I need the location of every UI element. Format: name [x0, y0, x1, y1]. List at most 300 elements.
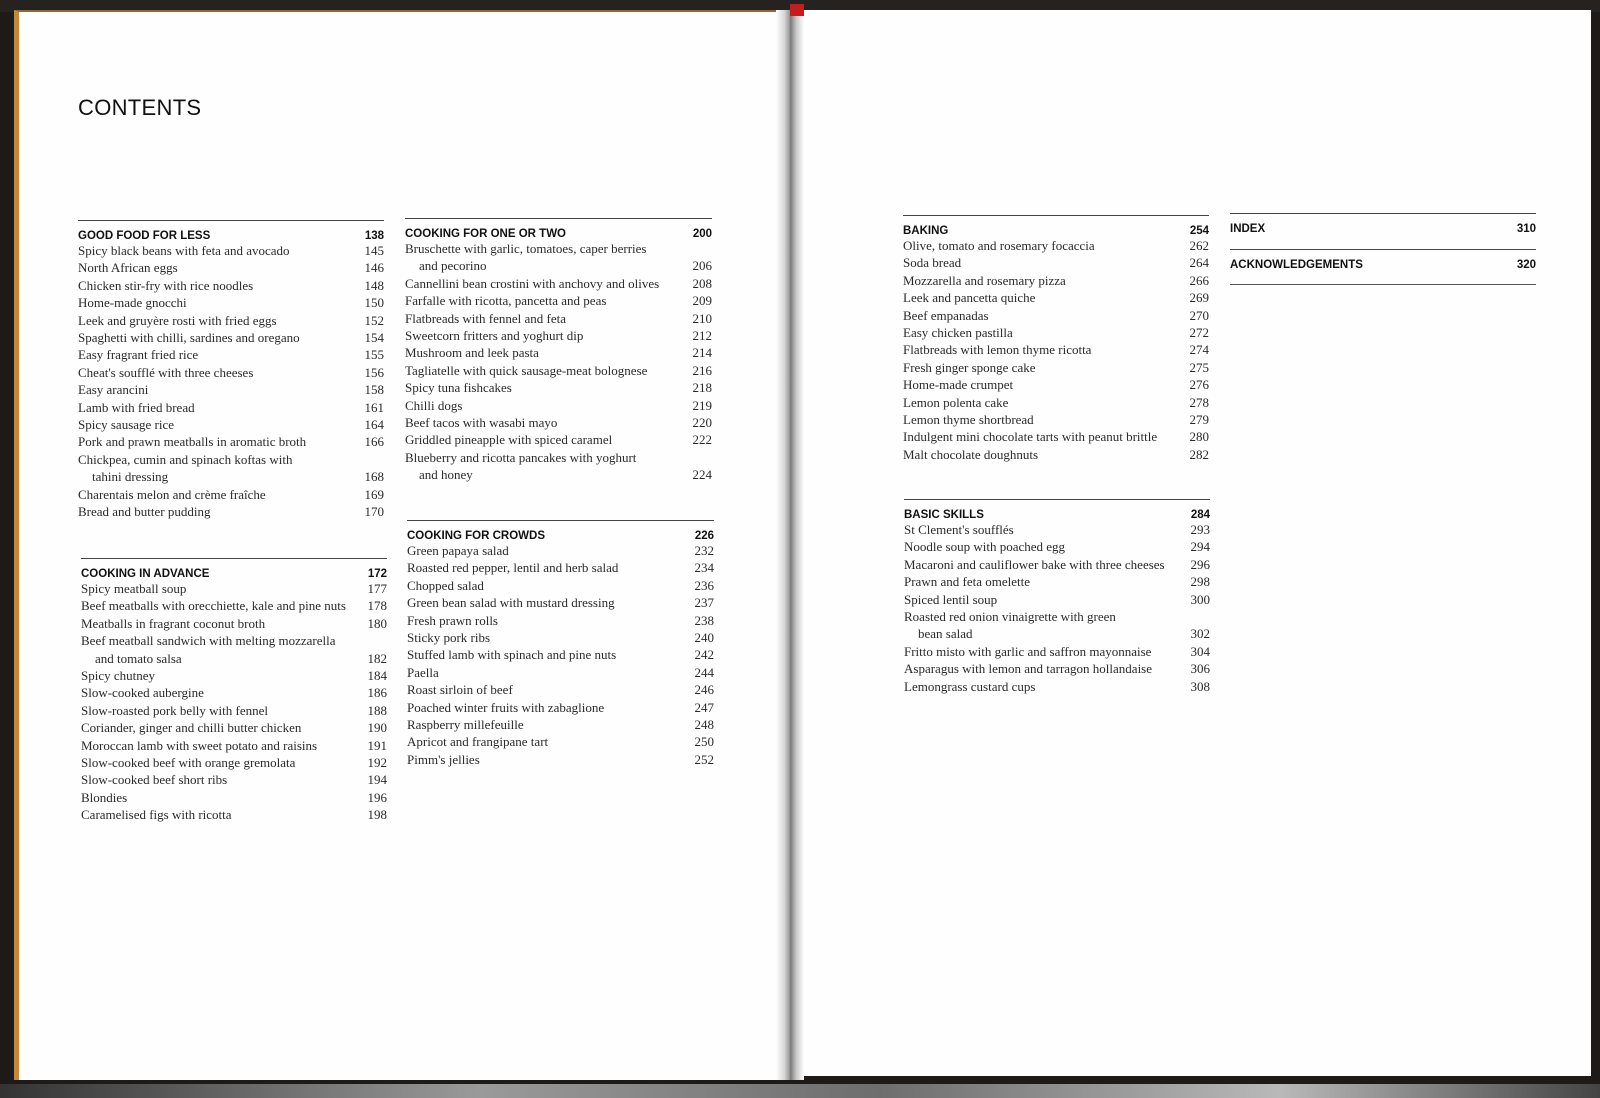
section-heading[interactable]	[407, 520, 714, 542]
toc-entry-title-line: Prawn and feta omelette	[904, 574, 1030, 590]
toc-entry-page: 240	[694, 630, 714, 646]
toc-entry-title	[407, 559, 692, 576]
toc-entry-page: 170	[364, 504, 384, 520]
section-heading[interactable]	[904, 499, 1210, 521]
toc-entry-title	[407, 699, 692, 716]
toc-entry-title	[81, 754, 365, 771]
section-cooking-for-crowds	[407, 520, 714, 768]
section-cooking-for-one-or-two	[405, 218, 712, 484]
toc-entry-page: 161	[364, 399, 384, 415]
toc-entry-page: 212	[692, 328, 712, 344]
toc-entry-page: 169	[364, 486, 384, 502]
toc-entry[interactable]	[405, 414, 712, 431]
toc-entry[interactable]	[904, 591, 1210, 608]
toc-entry[interactable]	[405, 362, 712, 379]
toc-entry-page: 177	[367, 581, 387, 596]
toc-entry-page: 220	[692, 415, 712, 431]
toc-entry[interactable]	[78, 503, 384, 520]
toc-entry[interactable]	[405, 327, 712, 344]
toc-entry[interactable]	[78, 294, 384, 311]
toc-entry-page: 298	[1190, 574, 1210, 590]
section-heading[interactable]	[405, 218, 712, 240]
toc-entry-title-line: Spaghetti with chilli, sardines and oregano	[78, 330, 300, 346]
toc-entry[interactable]	[78, 451, 384, 486]
toc-entry-title-line: Stuffed lamb with spinach and pine nuts	[407, 647, 617, 663]
toc-entry[interactable]	[405, 397, 712, 414]
toc-entry-title-line: Flatbreads with lemon thyme ricotta	[903, 342, 1092, 358]
toc-entry-page: 247	[694, 699, 714, 715]
toc-entry[interactable]	[81, 702, 387, 719]
toc-entry-title-line: Roasted red pepper, lentil and herb salad	[407, 560, 619, 576]
toc-entry-page: 190	[367, 720, 387, 736]
toc-entry-page: 275	[1189, 359, 1209, 375]
toc-entry[interactable]	[78, 416, 384, 433]
toc-entry-page: 246	[694, 682, 714, 698]
section-heading-page: 172	[367, 568, 387, 580]
toc-entry-page: 214	[692, 345, 712, 361]
closing-rule	[1230, 284, 1536, 285]
toc-entry-title	[903, 272, 1187, 289]
toc-entry-title-line: Chicken stir-fry with rice noodles	[78, 277, 254, 293]
toc-entry-title-line: Meatballs in fragrant coconut broth	[81, 615, 266, 631]
toc-entry-title	[405, 327, 690, 344]
toc-entry[interactable]	[405, 240, 712, 275]
toc-entry-page: 164	[364, 417, 384, 433]
toc-entry-title	[81, 702, 365, 719]
toc-entry-title	[405, 344, 690, 361]
toc-entry-page: 237	[694, 595, 714, 611]
toc-entry-title-line: Leek and gruyère rosti with fried eggs	[78, 312, 277, 328]
toc-entry[interactable]	[904, 608, 1210, 643]
section-heading[interactable]	[903, 215, 1209, 237]
toc-entry[interactable]	[904, 538, 1210, 555]
toc-entry-title	[407, 612, 692, 629]
toc-entry[interactable]	[78, 242, 384, 259]
page-title: CONTENTS	[78, 95, 202, 120]
toc-entry-title-line: North African eggs	[78, 260, 178, 276]
toc-entry-title	[904, 660, 1188, 677]
toc-entry[interactable]	[78, 259, 384, 276]
toc-entry-title	[78, 451, 362, 486]
toc-entry-title	[405, 275, 690, 292]
toc-entry-title	[904, 521, 1188, 538]
toc-entry-title	[407, 733, 692, 750]
toc-entry[interactable]	[81, 737, 387, 754]
toc-entry-title-line: Asparagus with lemon and tarragon hollandaise	[904, 661, 1153, 677]
toc-entry-title-line: Macaroni and cauliflower bake with three cheeses	[904, 556, 1165, 572]
toc-entry-title	[903, 446, 1187, 463]
toc-entry[interactable]	[407, 699, 714, 716]
section-heading-title: GOOD FOOD FOR LESS	[78, 230, 211, 242]
toc-entry-page: 300	[1190, 591, 1210, 607]
toc-entry[interactable]	[81, 771, 387, 788]
toc-entry-page: 186	[367, 685, 387, 701]
toc-entry[interactable]	[81, 719, 387, 736]
toc-entry-title-line: Charentais melon and crème fraîche	[78, 486, 266, 502]
toc-entry-title-continuation: and honey	[419, 467, 473, 483]
section-cooking-in-advance	[81, 558, 387, 824]
toc-entry[interactable]	[81, 667, 387, 684]
toc-entry-title	[78, 503, 362, 520]
toc-entry-title	[903, 289, 1187, 306]
section-heading-page: 320	[1516, 259, 1536, 271]
toc-entry-title-line: Lamb with fried bread	[78, 399, 195, 415]
toc-entry-title	[405, 362, 690, 379]
toc-entry-title-line: Slow-roasted pork belly with fennel	[81, 702, 269, 718]
toc-entry-title-line: Beef meatball sandwich with melting mozzarella	[81, 633, 336, 649]
toc-entry-title	[903, 376, 1187, 393]
toc-entry-page: 264	[1189, 255, 1209, 271]
toc-entry-title-line: Lemon thyme shortbread	[903, 412, 1034, 428]
toc-entry-title	[78, 259, 362, 276]
toc-entry-title-line: Sticky pork ribs	[407, 630, 491, 646]
toc-entry-title-line: Lemongrass custard cups	[904, 678, 1036, 694]
toc-entry-title	[405, 292, 690, 309]
toc-entry-title-line: Spicy meatball soup	[81, 581, 187, 596]
toc-entry-page: 206	[692, 258, 712, 274]
toc-entry-title-line: Chilli dogs	[405, 397, 463, 413]
toc-entry-title	[81, 737, 365, 754]
toc-entry-title	[78, 486, 362, 503]
toc-entry-page: 294	[1190, 539, 1210, 555]
toc-entry-page: 276	[1189, 377, 1209, 393]
toc-entry-title-line: Cannellini bean crostini with anchovy and olives	[405, 275, 660, 291]
toc-entry-page: 274	[1189, 342, 1209, 358]
toc-entry[interactable]	[407, 594, 714, 611]
toc-entry-title	[81, 667, 365, 684]
toc-entry-title	[407, 577, 692, 594]
toc-entry-page: 248	[694, 717, 714, 733]
toc-entry-page: 244	[694, 664, 714, 680]
toc-entry-page: 282	[1189, 446, 1209, 462]
toc-entry-title-line: Griddled pineapple with spiced caramel	[405, 432, 613, 448]
toc-entry-title	[904, 643, 1188, 660]
toc-entry-title-line: Malt chocolate doughnuts	[903, 446, 1039, 462]
toc-entry-title	[81, 719, 365, 736]
section-heading-title: COOKING FOR CROWDS	[407, 530, 545, 542]
ribbon-bookmark	[790, 4, 804, 16]
toc-entry-title-line: Blueberry and ricotta pancakes with yoghurt	[405, 449, 637, 465]
toc-entry[interactable]	[903, 428, 1209, 445]
toc-entry-title-line: Slow-cooked aubergine	[81, 685, 204, 701]
toc-entry-page: 293	[1190, 522, 1210, 537]
toc-entry-title-line: Chopped salad	[407, 577, 484, 593]
toc-entry[interactable]	[81, 615, 387, 632]
toc-entry[interactable]	[81, 632, 387, 667]
toc-entry[interactable]	[78, 329, 384, 346]
toc-entry[interactable]	[407, 664, 714, 681]
toc-entry-title-continuation: and pecorino	[419, 258, 487, 274]
toc-entry[interactable]	[407, 629, 714, 646]
toc-entry-title	[81, 632, 365, 667]
toc-entry-title	[407, 716, 692, 733]
toc-entry-title	[78, 399, 362, 416]
toc-entry-page: 222	[692, 432, 712, 448]
section-heading[interactable]	[81, 558, 387, 580]
section-index	[1230, 213, 1536, 235]
section-heading-page: 200	[692, 228, 712, 240]
toc-entry-title	[407, 646, 692, 663]
toc-entry-title	[903, 411, 1187, 428]
toc-entry-title-line: Blondies	[81, 789, 128, 805]
book-bottom-edge	[0, 1084, 1600, 1098]
toc-entry[interactable]	[903, 237, 1209, 254]
toc-entry[interactable]	[904, 573, 1210, 590]
toc-entry-title-line: Mozzarella and rosemary pizza	[903, 272, 1066, 288]
toc-entry[interactable]	[903, 254, 1209, 271]
section-heading-page: 284	[1190, 509, 1210, 521]
toc-entry-page: 252	[694, 751, 714, 767]
toc-entry-title	[407, 664, 692, 681]
toc-entry[interactable]	[405, 292, 712, 309]
toc-entry-page: 218	[692, 380, 712, 396]
toc-entry[interactable]	[81, 580, 387, 597]
toc-entry[interactable]	[903, 394, 1209, 411]
toc-entry-title-line: Cheat's soufflé with three cheeses	[78, 364, 254, 380]
toc-entry-page: 236	[694, 577, 714, 593]
toc-entry-page: 148	[364, 277, 384, 293]
toc-entry[interactable]	[904, 660, 1210, 677]
toc-entry-title	[405, 397, 690, 414]
toc-entry-title-line: Flatbreads with fennel and feta	[405, 310, 566, 326]
toc-entry-title-line: Paella	[407, 664, 439, 680]
toc-entry[interactable]	[407, 716, 714, 733]
toc-entry[interactable]	[407, 646, 714, 663]
toc-entry-page: 198	[367, 807, 387, 823]
toc-entry-page: 210	[692, 310, 712, 326]
toc-entry-title	[407, 594, 692, 611]
section-basic-skills	[904, 499, 1210, 695]
toc-entry[interactable]	[405, 275, 712, 292]
toc-entry-title-line: Poached winter fruits with zabaglione	[407, 699, 605, 715]
toc-entry[interactable]	[407, 681, 714, 698]
toc-entry-page: 279	[1189, 412, 1209, 428]
toc-entry-title-line: Home-made crumpet	[903, 377, 1014, 393]
section-heading-page: 138	[364, 230, 384, 242]
toc-entry[interactable]	[904, 556, 1210, 573]
toc-entry[interactable]	[405, 344, 712, 361]
toc-entry[interactable]	[78, 381, 384, 398]
toc-entry-title	[81, 597, 365, 614]
toc-entry-title-line: Noodle soup with poached egg	[904, 539, 1066, 555]
toc-entry-title-line: Easy fragrant fried rice	[78, 347, 199, 363]
section-heading[interactable]	[78, 220, 384, 242]
toc-entry-title-line: Easy arancini	[78, 382, 149, 398]
toc-entry-title	[81, 684, 365, 701]
toc-entry-title	[407, 629, 692, 646]
toc-entry-title-line: St Clement's soufflés	[904, 522, 1014, 537]
toc-entry-title-line: Beef empanadas	[903, 307, 989, 323]
toc-entry-title-line: Slow-cooked beef short ribs	[81, 772, 228, 788]
toc-entry[interactable]	[78, 312, 384, 329]
toc-entry-title	[903, 394, 1187, 411]
toc-entry-title-line: Mushroom and leek pasta	[405, 345, 539, 361]
toc-entry[interactable]	[903, 446, 1209, 463]
toc-entry-title	[903, 341, 1187, 358]
toc-entry-page: 208	[692, 275, 712, 291]
toc-entry-title	[78, 242, 362, 259]
toc-entry-title-continuation: tahini dressing	[92, 469, 169, 485]
toc-entry-title-line: Spicy tuna fishcakes	[405, 380, 512, 396]
toc-entry[interactable]	[407, 542, 714, 559]
toc-entry-title-line: Beef tacos with wasabi mayo	[405, 415, 558, 431]
toc-entry-title	[78, 312, 362, 329]
toc-entry-title-line: Roast sirloin of beef	[407, 682, 513, 698]
toc-entry-title-line: Moroccan lamb with sweet potato and raisins	[81, 737, 318, 753]
toc-entry[interactable]	[903, 324, 1209, 341]
toc-entry-title-line: Spiced lentil soup	[904, 591, 998, 607]
toc-entry-page: 270	[1189, 307, 1209, 323]
toc-entry[interactable]	[81, 789, 387, 806]
toc-entry-page: 166	[364, 434, 384, 450]
toc-entry-title-line: Bruschette with garlic, tomatoes, caper berries	[405, 241, 647, 256]
toc-entry-page: 180	[367, 615, 387, 631]
toc-entry[interactable]	[903, 341, 1209, 358]
toc-entry[interactable]	[405, 379, 712, 396]
section-heading-page: 254	[1189, 225, 1209, 237]
toc-entry-title-line: Caramelised figs with ricotta	[81, 807, 232, 823]
toc-entry-page: 280	[1189, 429, 1209, 445]
toc-entry-page: 146	[364, 260, 384, 276]
toc-entry-title	[78, 277, 362, 294]
toc-entry-page: 296	[1190, 556, 1210, 572]
toc-entry-title-line: Fritto misto with garlic and saffron mayonnaise	[904, 643, 1152, 659]
toc-entry-page: 242	[694, 647, 714, 663]
toc-entry[interactable]	[81, 597, 387, 614]
toc-entry-title	[405, 240, 690, 275]
toc-entry-title	[78, 433, 362, 450]
toc-entry-title-line: Leek and pancetta quiche	[903, 290, 1036, 306]
toc-entry-title	[903, 324, 1187, 341]
toc-entry-title-continuation: and tomato salsa	[95, 650, 182, 666]
toc-entry-title-line: Green bean salad with mustard dressing	[407, 595, 615, 611]
toc-entry-page: 168	[364, 469, 384, 485]
toc-entry-title-line: Coriander, ginger and chilli butter chicken	[81, 720, 302, 736]
toc-entry-title-line: Indulgent mini chocolate tarts with peanut brittle	[903, 429, 1158, 445]
toc-entry[interactable]	[78, 277, 384, 294]
toc-entry-page: 188	[367, 702, 387, 718]
toc-entry[interactable]	[405, 310, 712, 327]
toc-entry-title	[405, 379, 690, 396]
toc-entry-title-line: Lemon polenta cake	[903, 394, 1009, 410]
toc-entry[interactable]	[78, 364, 384, 381]
section-heading-title: INDEX	[1230, 223, 1266, 235]
toc-entry[interactable]	[903, 376, 1209, 393]
toc-entry[interactable]	[78, 486, 384, 503]
toc-entry-title	[904, 556, 1188, 573]
toc-entry-page: 178	[367, 598, 387, 614]
toc-entry-title	[78, 364, 362, 381]
toc-entry-page: 145	[364, 243, 384, 258]
section-heading[interactable]	[1230, 249, 1536, 271]
toc-entry-title	[407, 751, 692, 768]
section-heading-title: BAKING	[903, 225, 949, 237]
toc-entry-title	[903, 254, 1187, 271]
section-baking	[903, 215, 1209, 463]
toc-entry-page: 191	[367, 737, 387, 753]
section-acknowledgements	[1230, 249, 1536, 271]
toc-entry[interactable]	[407, 612, 714, 629]
toc-entry[interactable]	[407, 751, 714, 768]
toc-entry[interactable]	[407, 733, 714, 750]
toc-entry-title	[904, 608, 1188, 643]
toc-entry[interactable]	[903, 289, 1209, 306]
toc-entry-page: 272	[1189, 325, 1209, 341]
toc-entry[interactable]	[903, 359, 1209, 376]
toc-entry-title-line: Easy chicken pastilla	[903, 325, 1013, 341]
toc-entry-title	[78, 294, 362, 311]
toc-entry-title-line: Roasted red onion vinaigrette with green	[904, 609, 1116, 625]
toc-entry[interactable]	[407, 559, 714, 576]
toc-entry[interactable]	[903, 272, 1209, 289]
toc-entry[interactable]	[81, 684, 387, 701]
toc-entry-page: 306	[1190, 661, 1210, 677]
toc-entry-title-line: Slow-cooked beef with orange gremolata	[81, 755, 296, 771]
toc-entry-title-line: Sweetcorn fritters and yoghurt dip	[405, 328, 584, 344]
toc-entry-title	[405, 310, 690, 327]
toc-entry-title	[81, 789, 365, 806]
toc-entry-title	[78, 416, 362, 433]
toc-entry-title-line: Green papaya salad	[407, 543, 509, 558]
toc-entry-page: 304	[1190, 643, 1210, 659]
section-good-food-for-less	[78, 220, 384, 521]
toc-entry-title	[903, 359, 1187, 376]
toc-entry-page: 219	[692, 397, 712, 413]
toc-entry-title-line: Soda bread	[903, 255, 962, 271]
toc-entry-page: 152	[364, 312, 384, 328]
toc-entry[interactable]	[407, 577, 714, 594]
toc-entry[interactable]	[81, 806, 387, 823]
section-heading-title: BASIC SKILLS	[904, 509, 984, 521]
toc-entry-title-line: Beef meatballs with orecchiette, kale and pine nuts	[81, 598, 346, 614]
toc-entry-title	[78, 346, 362, 363]
toc-entry-title-line: Spicy chutney	[81, 668, 156, 684]
toc-entry-page: 196	[367, 789, 387, 805]
toc-entry-title	[904, 538, 1188, 555]
section-heading-title: COOKING IN ADVANCE	[81, 568, 210, 580]
section-heading-title: ACKNOWLEDGEMENTS	[1230, 259, 1363, 271]
toc-entry-title	[81, 580, 365, 597]
toc-entry-title	[81, 615, 365, 632]
toc-entry-page: 308	[1190, 678, 1210, 694]
toc-entry-title	[81, 806, 365, 823]
section-heading[interactable]	[1230, 213, 1536, 235]
toc-entry[interactable]	[904, 643, 1210, 660]
toc-entry-title	[78, 381, 362, 398]
toc-entry[interactable]	[78, 346, 384, 363]
toc-entry[interactable]	[405, 431, 712, 448]
toc-entry[interactable]	[903, 307, 1209, 324]
toc-entry[interactable]	[904, 678, 1210, 695]
toc-entry[interactable]	[78, 433, 384, 450]
toc-entry[interactable]	[903, 411, 1209, 428]
toc-entry-page: 194	[367, 772, 387, 788]
toc-entry-page: 232	[694, 543, 714, 558]
toc-entry-title-line: Pimm's jellies	[407, 751, 480, 767]
toc-entry-page: 158	[364, 382, 384, 398]
toc-entry[interactable]	[78, 399, 384, 416]
toc-entry-page: 269	[1189, 290, 1209, 306]
section-heading-page: 226	[694, 530, 714, 542]
toc-entry[interactable]	[81, 754, 387, 771]
toc-entry-page: 238	[694, 612, 714, 628]
toc-entry[interactable]	[405, 449, 712, 484]
toc-entry-title	[78, 329, 362, 346]
toc-entry[interactable]	[904, 521, 1210, 538]
toc-entry-title-line: Fresh ginger sponge cake	[903, 359, 1036, 375]
toc-entry-page: 209	[692, 293, 712, 309]
toc-entry-title-line: Bread and butter pudding	[78, 504, 211, 520]
